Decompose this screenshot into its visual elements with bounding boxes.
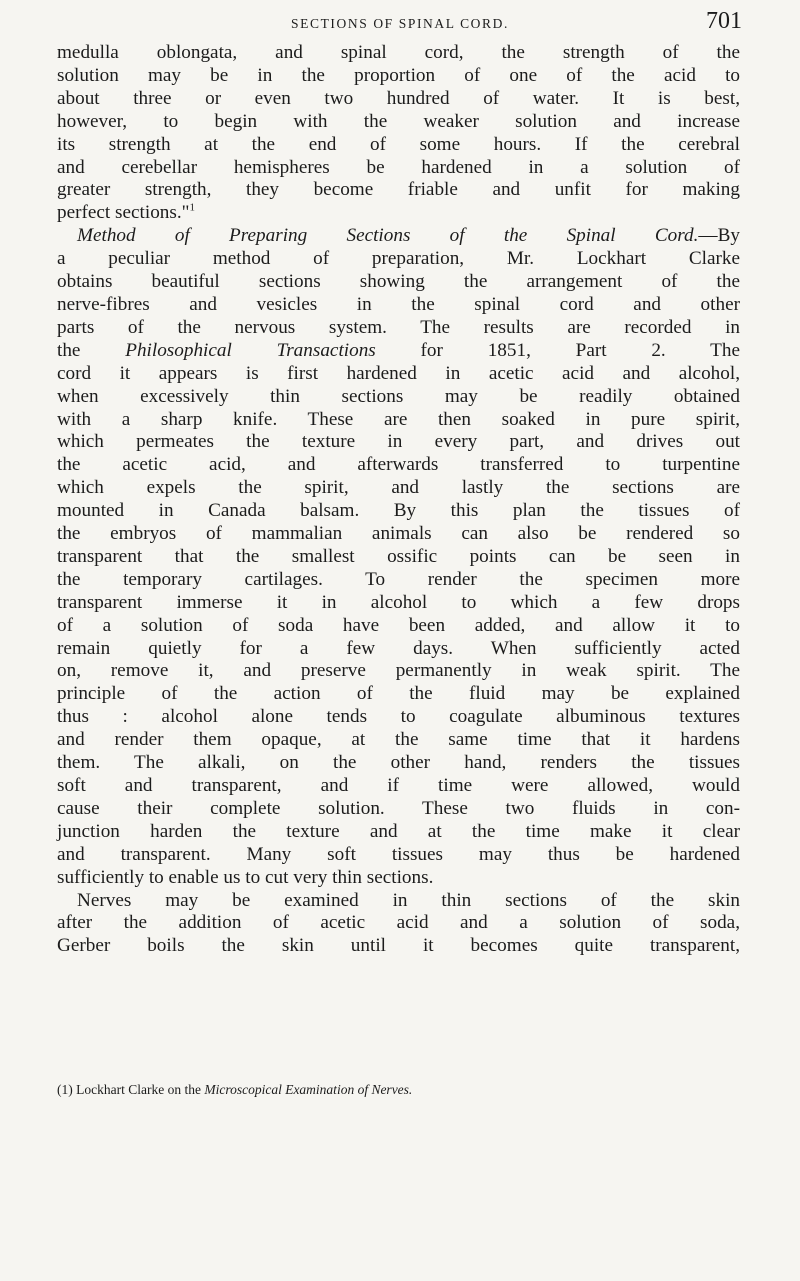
text-line: when excessively thin sections may be readily obtained [57, 385, 740, 407]
text-line: cause their complete solution. These two fluids in con- [57, 797, 740, 819]
journal-title: Philosophical Transactions [125, 339, 376, 361]
text-line: medulla oblongata, and spinal cord, the strength of the [57, 42, 740, 63]
section-heading-line [57, 225, 740, 248]
paragraph-2 [57, 225, 740, 889]
text-line: and transparent. Many soft tissues may thus be hardened [57, 843, 740, 865]
text-line: on, remove it, and preserve permanently in weak spirit. The [57, 660, 740, 682]
text-line: greater strength, they become friable and unfit for making [57, 179, 740, 201]
footnote [57, 1081, 740, 1099]
text-line: about three or even two hundred of water. It is best, [57, 87, 740, 109]
text-line: Gerber boils the skin until it becomes quite transparent, [57, 935, 740, 957]
text-line: remain quietly for a few days. When sufficiently acted [57, 637, 740, 659]
footnote-title: Microscopical Examination of Nerves. [204, 1082, 413, 1097]
text-line: mounted in Canada balsam. By this plan the tissues of [57, 500, 740, 522]
text-line: which permeates the texture in every part, and drives out [57, 431, 740, 453]
text-line: cord it appears is first hardened in acetic acid and alcohol, [57, 362, 740, 384]
section-title: Method of Preparing Sections of the Spinal Cord. [77, 225, 699, 247]
text-line: the temporary cartilages. To render the specimen more [57, 568, 740, 590]
footnote-reference: 1 [189, 201, 195, 214]
text-line: thus : alcohol alone tends to coagulate albuminous textures [57, 706, 740, 728]
text-line: them. The alkali, on the other hand, renders the tissues [57, 752, 740, 774]
text-line: transparent that the smallest ossific points can be seen in [57, 545, 740, 567]
body-text [57, 42, 740, 958]
page-number: 701 [706, 8, 742, 34]
text-line: parts of the nervous system. The results are recorded in [57, 316, 740, 338]
text-line: and render them opaque, at the same time that it hardens [57, 729, 740, 751]
paragraph-1 [57, 42, 740, 225]
section-title-tail: —By [698, 225, 740, 247]
text-line: and cerebellar hemispheres be hardened in a solution of [57, 156, 740, 178]
text-line: its strength at the end of some hours. If the cerebral [57, 133, 740, 155]
text-line: with a sharp knife. These are then soaked in pure spirit, [57, 408, 740, 430]
text-line: Nerves may be examined in thin sections of the skin [77, 889, 740, 911]
text-line: of a solution of soda have been added, and allow it to [57, 614, 740, 636]
footnote-text: Lockhart Clarke on the [76, 1082, 201, 1097]
journal-line: the Philosophical Transactions for 1851, Part 2. The [57, 339, 740, 361]
footnote-marker: (1) [57, 1082, 73, 1097]
text-line: perfect sections."$^1$ [57, 201, 195, 224]
text-line: junction harden the texture and at the time make it clear [57, 820, 740, 842]
text-line: which expels the spirit, and lastly the sections are [57, 477, 740, 499]
text-line: soft and transparent, and if time were allowed, would [57, 775, 740, 796]
page-header [0, 8, 800, 38]
text-line: obtains beautiful sections showing the arrangement of the [57, 271, 740, 293]
text-line: the acetic acid, and afterwards transferred to turpentine [57, 454, 740, 476]
running-head: SECTIONS OF SPINAL CORD. [291, 16, 509, 31]
text-line: principle of the action of the fluid may be explained [57, 683, 740, 705]
text-line: sufficiently to enable us to cut very thin sections. [57, 866, 434, 888]
text-line: solution may be in the proportion of one of the acid to [57, 64, 740, 86]
text-line: nerve-fibres and vesicles in the spinal cord and other [57, 293, 740, 315]
text-line: transparent immerse it in alcohol to which a few drops [57, 591, 740, 613]
text-line: the embryos of mammalian animals can also be rendered so [57, 523, 740, 545]
text-line: after the addition of acetic acid and a solution of soda, [57, 912, 740, 934]
paragraph-3 [57, 890, 740, 959]
text-line: a peculiar method of preparation, Mr. Lockhart Clarke [57, 248, 740, 270]
text-line: however, to begin with the weaker solution and increase [57, 110, 740, 132]
